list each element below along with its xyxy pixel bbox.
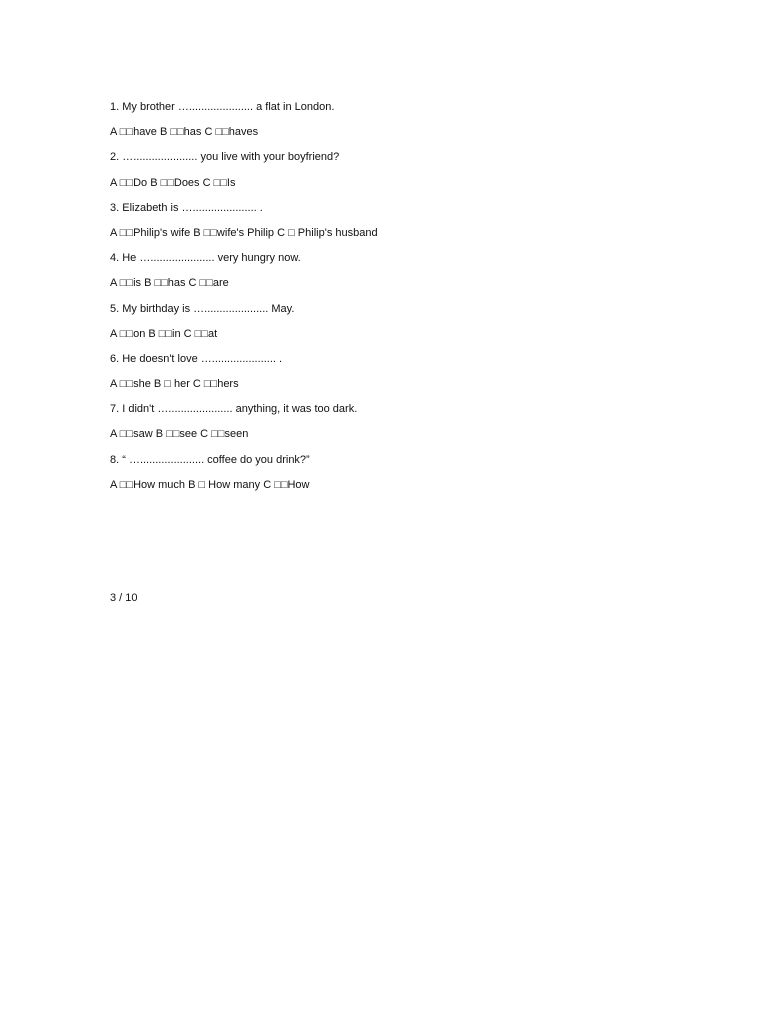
question-5-prompt: 5. My birthday is …..................... May. <box>110 302 295 315</box>
question-6-prompt: 6. He doesn't love …..................... . <box>110 352 283 365</box>
question-3-prompt: 3. Elizabeth is …..................... . <box>110 201 263 214</box>
question-8-prompt: 8. “ …..................... coffee do you drink?” <box>110 453 310 466</box>
question-6-options: A □□she B □ her C □□hers <box>110 378 239 391</box>
question-list <box>110 101 730 504</box>
question-5-options: A □□on B □□in C □□at <box>110 327 218 340</box>
page-number: 3 / 10 <box>110 592 138 604</box>
question-4-options: A □□is B □□has C □□are <box>110 277 229 290</box>
question-7-options: A □□saw B □□see C □□seen <box>110 428 249 441</box>
question-4-prompt: 4. He …..................... very hungry now. <box>110 252 301 265</box>
question-2-options: A □□Do B □□Does C □□Is <box>110 176 236 189</box>
question-7-prompt: 7. I didn't …..................... anything, it was too dark. <box>110 403 358 416</box>
question-3-options: A □□Philip's wife B □□wife's Philip C □ Philip's husband <box>110 226 378 239</box>
question-2-prompt: 2. …..................... you live with your boyfriend? <box>110 151 340 164</box>
question-1-prompt: 1. My brother …..................... a flat in London. <box>110 101 335 113</box>
question-8-options: A □□How much B □ How many C □□How <box>110 478 310 491</box>
question-1-options: A □□have B □□has C □□haves <box>110 126 259 139</box>
